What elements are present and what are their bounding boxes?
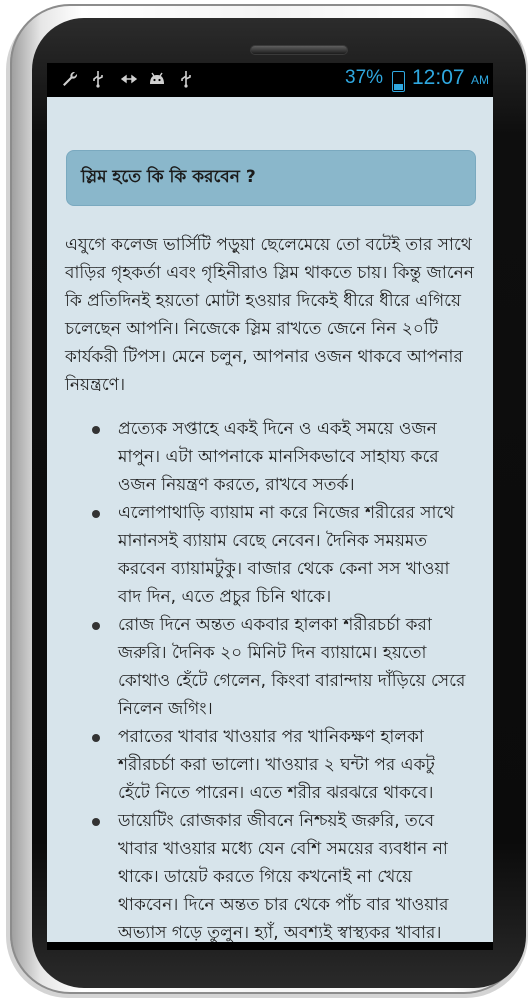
data-sync-icon xyxy=(121,70,137,90)
status-bar xyxy=(47,63,493,97)
tip-text: পরাতের খাবার খাওয়ার পর খানিকক্ষণ হালকা শরীরচর্চা করা ভালো। খাওয়ার ২ ঘন্টা পর একটু হেঁটে নিতে পারেন। এতে শরীর ঝরঝরে থাকবে। xyxy=(118,727,435,803)
usb-icon xyxy=(92,70,104,90)
clock-ampm: AM xyxy=(471,73,489,87)
bullet-icon xyxy=(92,510,100,518)
tip-text: রোজ দিনে অন্তত একবার হালকা শরীরচর্চা করা জরুরি। দৈনিক ২০ মিনিট দিন ব্যায়ামে। হয়তো কোথাও হেঁটে গেলেন, কিংবা বারান্দায় দাঁড়িয়ে সেরে নিলেন জগিং। xyxy=(118,615,466,719)
article-intro: এযুগে কলেজ ভার্সিটি পড়ুয়া ছেলেমেয়ে তো বটেই তার সাথে বাড়ির গৃহকর্তা এবং গৃহিনীরাও স্লিম থাকতে চায়। কিন্তু জানেন কি প্রতিদিনই হয়তো মোটা হওয়ার দিকেই ধীরে ধীরে এগিয়ে চলেছেন আপনি। নিজেকে স্লিম রাখতে জেনে নিন ২০টি কার্যকরী টিপস। মেনে চলুন, আপনার ওজন থাকবে আপনার নিয়ন্ত্রণে। xyxy=(65,235,474,395)
battery-fill xyxy=(394,84,403,90)
screen-bottom-edge xyxy=(47,942,493,950)
phone-screen xyxy=(47,63,493,942)
battery-icon xyxy=(392,71,405,92)
list-item xyxy=(92,499,472,611)
usb-icon xyxy=(180,70,192,90)
list-item xyxy=(92,611,472,723)
article-heading-card xyxy=(66,150,476,206)
tips-list xyxy=(92,415,472,942)
clock-time: 12:07 xyxy=(412,66,465,89)
tip-text: প্রত্যেক সপ্তাহে একই দিনে ও একই সময়ে ওজন মাপুন। এটা আপনাকে মানসিকভাবে সাহায্য করে ওজন নিয়ন্ত্রণ করতে, রাখবে সতর্ক। xyxy=(118,419,439,495)
battery-percent: 37% xyxy=(345,67,384,88)
tip-text: এলোপাথাড়ি ব্যায়াম না করে নিজের শরীরের সাথে মানানসই ব্যায়াম বেছে নেবেন। দৈনিক সময়মত করবেন ব্যায়ামটুকু। বাজার থেকে কেনা সস খাওয়া বাদ দিন, এতে প্রচুর চিনি থাকে। xyxy=(118,503,455,607)
bullet-icon xyxy=(92,734,100,742)
wrench-icon xyxy=(61,70,79,90)
article-heading: স্লিম হতে কি কি করবেন ? xyxy=(81,167,256,187)
tip-text: ডায়েটিং রোজকার জীবনে নিশ্চয়ই জরুরি, তবে খাবার খাওয়ার মধ্যে যেন বেশি সময়ের ব্যবধান না থাকে। ডায়েট করতে গিয়ে কখনোই না খেয়ে থাকবেন। দিনে অন্তত চার থেকে পাঁচ বার খাওয়ার অভ্যাস গড়ে তুলুন। হ্যাঁ, অবশ্যই স্বাস্থ্যকর খাবার। xyxy=(118,811,449,942)
bullet-icon xyxy=(92,818,100,826)
bullet-icon xyxy=(92,622,100,630)
bullet-icon xyxy=(92,426,100,434)
list-item xyxy=(92,723,472,807)
list-item xyxy=(92,807,472,942)
android-debug-icon xyxy=(147,70,167,90)
list-item xyxy=(92,415,472,499)
earpiece-speaker xyxy=(251,46,347,54)
